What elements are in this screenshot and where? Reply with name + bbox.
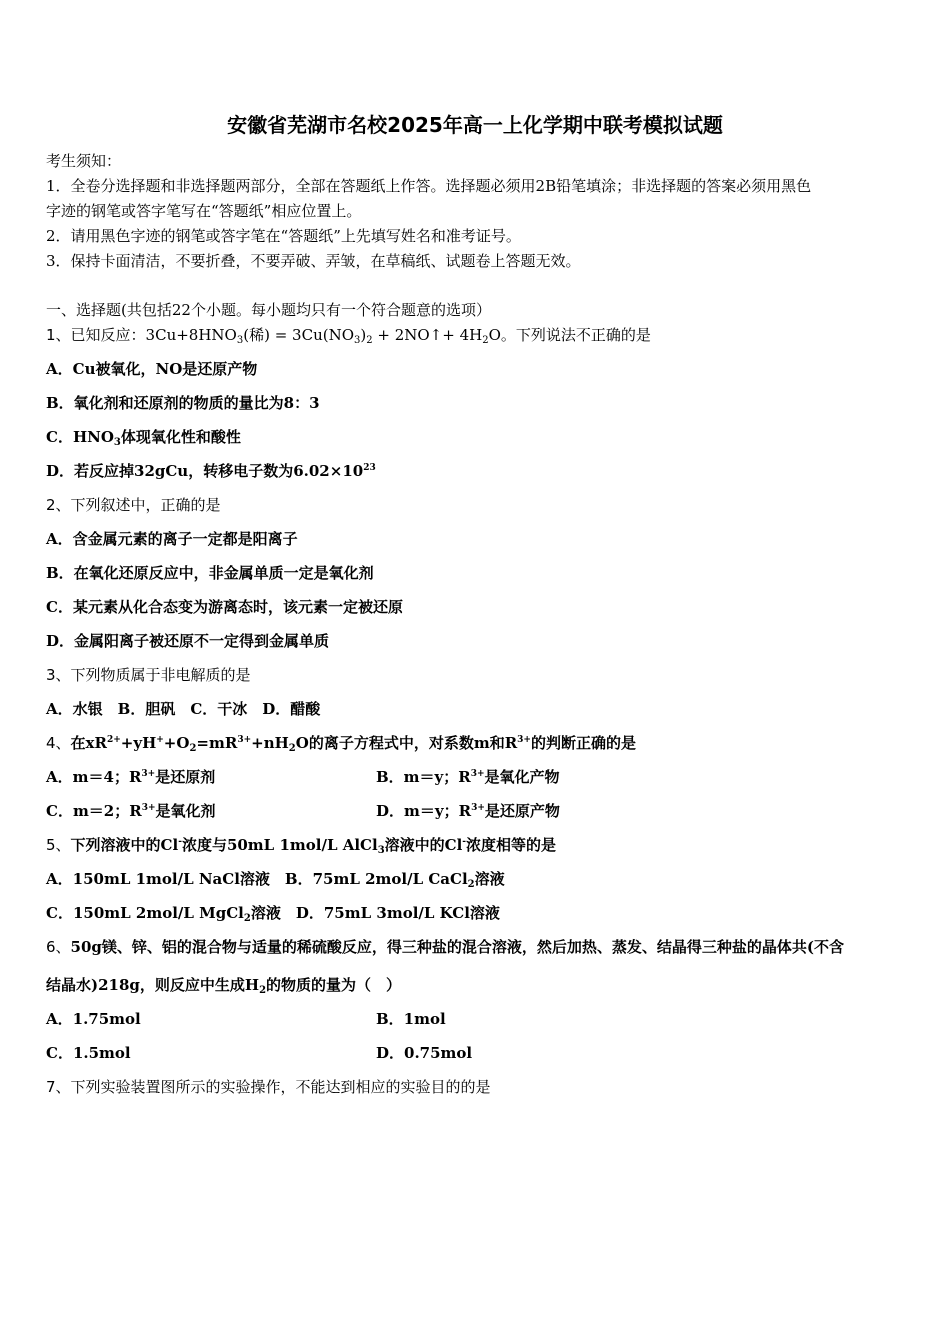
question-7-stem: 7、下列实验装置图所示的实验操作，不能达到相应的实验目的的是 (46, 1078, 491, 1096)
question-2-option-a: A．含金属元素的离子一定都是阳离子 (46, 530, 298, 548)
question-6-stem-line-2: 结晶水)218g，则反应中生成$H_2$的物质的量为（ ） (46, 976, 402, 996)
question-6-option-c: C．1.5mol (46, 1044, 131, 1062)
notice-item-3: 3．保持卡面清洁，不要折叠，不要弄破、弄皱，在草稿纸、试题卷上答题无效。 (46, 252, 581, 270)
question-4-stem: 4、在$xR^{2+}+yH^++O_2=mR^{3+}+nH_2O$的离子方程式中，对系数m和$R^{3+}$的判断正确的是 (46, 734, 636, 754)
question-number: 2、 (46, 496, 71, 514)
question-1-option-b: B．氧化剂和还原剂的物质的量比为8：3 (46, 394, 320, 412)
question-5-stem: 5、下列溶液中的Cl-浓度与50mL 1mol/L AlCl$_3$溶液中的Cl-浓度相等的是 (46, 836, 557, 856)
question-4-option-c: C．m＝2；$R^{3+}$是氧化剂 (46, 802, 216, 820)
question-2-option-c: C．某元素从化合态变为游离态时，该元素一定被还原 (46, 598, 403, 616)
question-6-option-d: D．0.75mol (376, 1044, 473, 1062)
question-4-option-row-2 (46, 800, 560, 822)
question-1-stem: 1、已知反应：$3Cu+8HNO_3$(稀) = $3Cu(NO_3)_2$ + 2NO↑+ $4H_2O$。下列说法不正确的是 (46, 326, 651, 346)
question-number: 1、 (46, 326, 71, 344)
question-1-option-d: D．若反应掉32gCu，转移电子数为$6.02\times 10^{23}$ (46, 462, 376, 480)
question-3-options: A．水银 B．胆矾 C．干冰 D．醋酸 (46, 700, 321, 718)
question-number: 3、 (46, 666, 71, 684)
question-2-option-b: B．在氧化还原反应中，非金属单质一定是氧化剂 (46, 564, 374, 582)
question-5-options-cd: C．150mL 2mol/L MgCl$_2$溶液 D．75mL 3mol/L KCl溶液 (46, 904, 500, 924)
page-title: 安徽省芜湖市名校2025年高一上化学期中联考模拟试题 (227, 113, 723, 137)
notice-item-2: 2．请用黑色字迹的钢笔或答字笔在“答题纸”上先填写姓名和准考证号。 (46, 227, 521, 245)
question-1-option-a: A．Cu被氧化，NO是还原产物 (46, 360, 258, 378)
question-4-option-b: B．m＝y；$R^{3+}$是氧化产物 (376, 768, 560, 786)
question-5-options-ab: A．150mL 1mol/L NaCl溶液 B．75mL 2mol/L CaCl$_2$溶液 (46, 870, 505, 890)
question-2-stem: 2、下列叙述中，正确的是 (46, 496, 221, 514)
question-6-option-row-2 (46, 1042, 473, 1064)
question-1-option-c: C．$HNO_3$体现氧化性和酸性 (46, 428, 241, 448)
question-6-option-row-1 (46, 1008, 446, 1030)
question-6-option-a: A．1.75mol (46, 1010, 141, 1028)
question-number: 7、 (46, 1078, 71, 1096)
question-3-stem: 3、下列物质属于非电解质的是 (46, 666, 251, 684)
section-heading: 一、选择题(共包括22个小题。每小题均只有一个符合题意的选项） (46, 301, 491, 319)
notice-heading: 考生须知： (46, 152, 122, 170)
question-6-stem-line-1: 6、50g镁、锌、铝的混合物与适量的稀硫酸反应，得三种盐的混合溶液，然后加热、蒸发、结晶得三种盐的晶体共(不含 (46, 938, 845, 956)
question-2-option-d: D．金属阳离子被还原不一定得到金属单质 (46, 632, 330, 650)
question-number: 4、 (46, 734, 71, 752)
question-number: 5、 (46, 836, 71, 854)
question-4-option-row-1 (46, 766, 560, 788)
notice-item-1b: 字迹的钢笔或答字笔写在“答题纸”相应位置上。 (46, 202, 362, 220)
question-number: 6、 (46, 938, 71, 956)
notice-item-1a: 1．全卷分选择题和非选择题两部分，全部在答题纸上作答。选择题必须用2B铅笔填涂；非选择题的答案必须用黑色 (46, 177, 812, 195)
question-6-option-b: B．1mol (376, 1010, 446, 1028)
question-4-option-d: D．m＝y；$R^{3+}$是还原产物 (376, 802, 560, 820)
question-4-option-a: A．m＝4；$R^{3+}$是还原剂 (46, 768, 216, 786)
